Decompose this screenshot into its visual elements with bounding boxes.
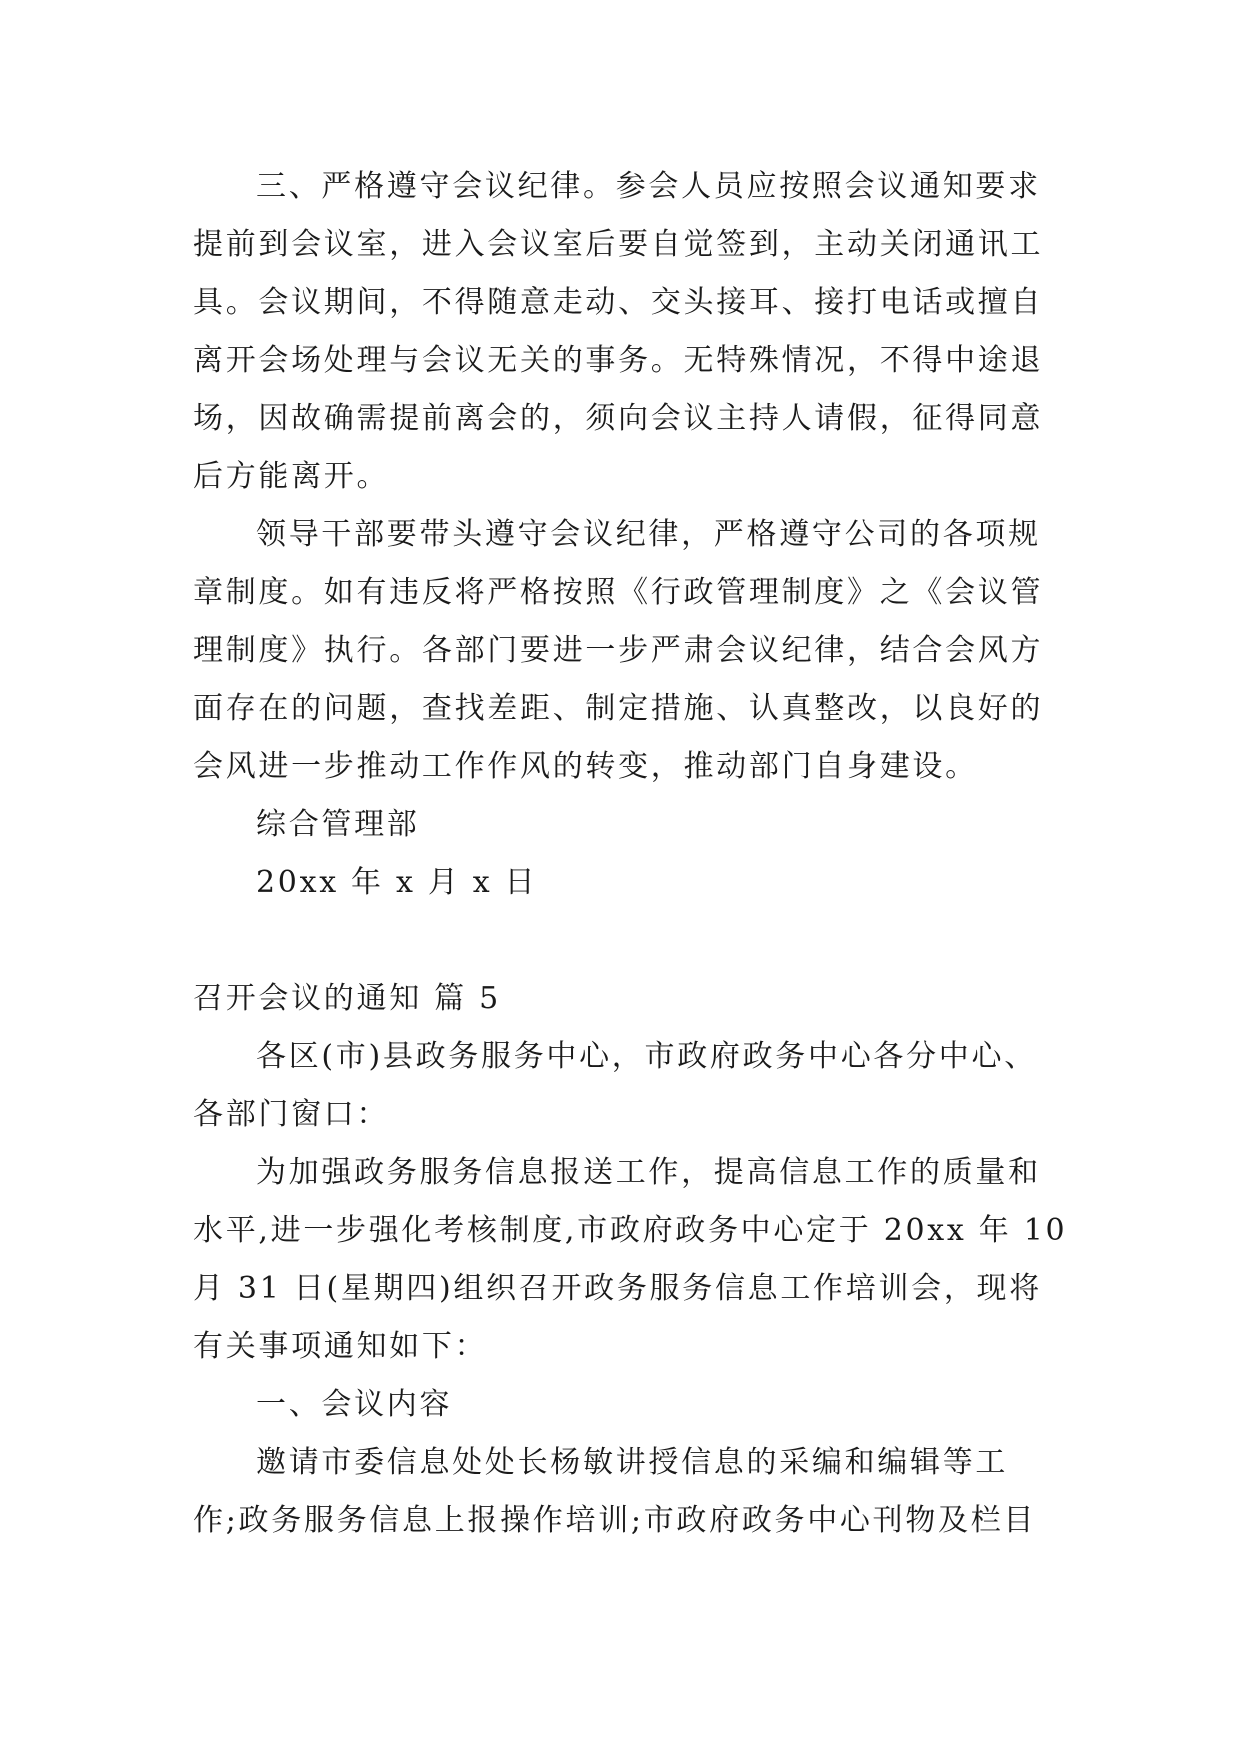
paragraph-line: 为加强政务服务信息报送工作，提高信息工作的质量和 xyxy=(256,1155,1041,1190)
addressee-line: 各部门窗口： xyxy=(193,1097,390,1132)
paragraph-line: 后方能离开。 xyxy=(193,459,390,494)
paragraph-line: 面存在的问题，查找差距、制定措施、认真整改，以良好的 xyxy=(193,691,1044,726)
paragraph-line: 水平,进一步强化考核制度,市政府政务中心定于 20xx 年 10 xyxy=(193,1213,1068,1248)
paragraph-line: 提前到会议室，进入会议室后要自觉签到，主动关闭通讯工 xyxy=(193,227,1044,262)
paragraph-line: 具。会议期间，不得随意走动、交头接耳、接打电话或擅自 xyxy=(193,285,1044,320)
paragraph-line: 领导干部要带头遵守会议纪律，严格遵守公司的各项规 xyxy=(256,517,1041,552)
signature: 综合管理部 xyxy=(256,807,420,842)
paragraph-line: 离开会场处理与会议无关的事务。无特殊情况，不得中途退 xyxy=(193,343,1044,378)
paragraph-line: 章制度。如有违反将严格按照《行政管理制度》之《会议管 xyxy=(193,575,1044,610)
paragraph-line: 三、严格遵守会议纪律。参会人员应按照会议通知要求 xyxy=(256,169,1041,204)
date: 20xx 年 x 月 x 日 xyxy=(256,865,538,900)
addressee-line: 各区(市)县政务服务中心，市政府政务中心各分中心、 xyxy=(256,1039,1037,1074)
paragraph-line: 有关事项通知如下： xyxy=(193,1329,488,1364)
paragraph-line: 作;政务服务信息上报操作培训;市政府政务中心刊物及栏目 xyxy=(193,1503,1037,1538)
section-heading: 一、会议内容 xyxy=(256,1387,453,1422)
section-title: 召开会议的通知 篇 5 xyxy=(193,981,501,1016)
paragraph-line: 会风进一步推动工作作风的转变，推动部门自身建设。 xyxy=(193,749,978,784)
paragraph-line: 月 31 日(星期四)组织召开政务服务信息工作培训会，现将 xyxy=(193,1271,1042,1306)
paragraph-line: 理制度》执行。各部门要进一步严肃会议纪律，结合会风方 xyxy=(193,633,1044,668)
paragraph-line: 场，因故确需提前离会的，须向会议主持人请假，征得同意 xyxy=(193,401,1044,436)
paragraph-line: 邀请市委信息处处长杨敏讲授信息的采编和编辑等工 xyxy=(256,1445,1009,1480)
